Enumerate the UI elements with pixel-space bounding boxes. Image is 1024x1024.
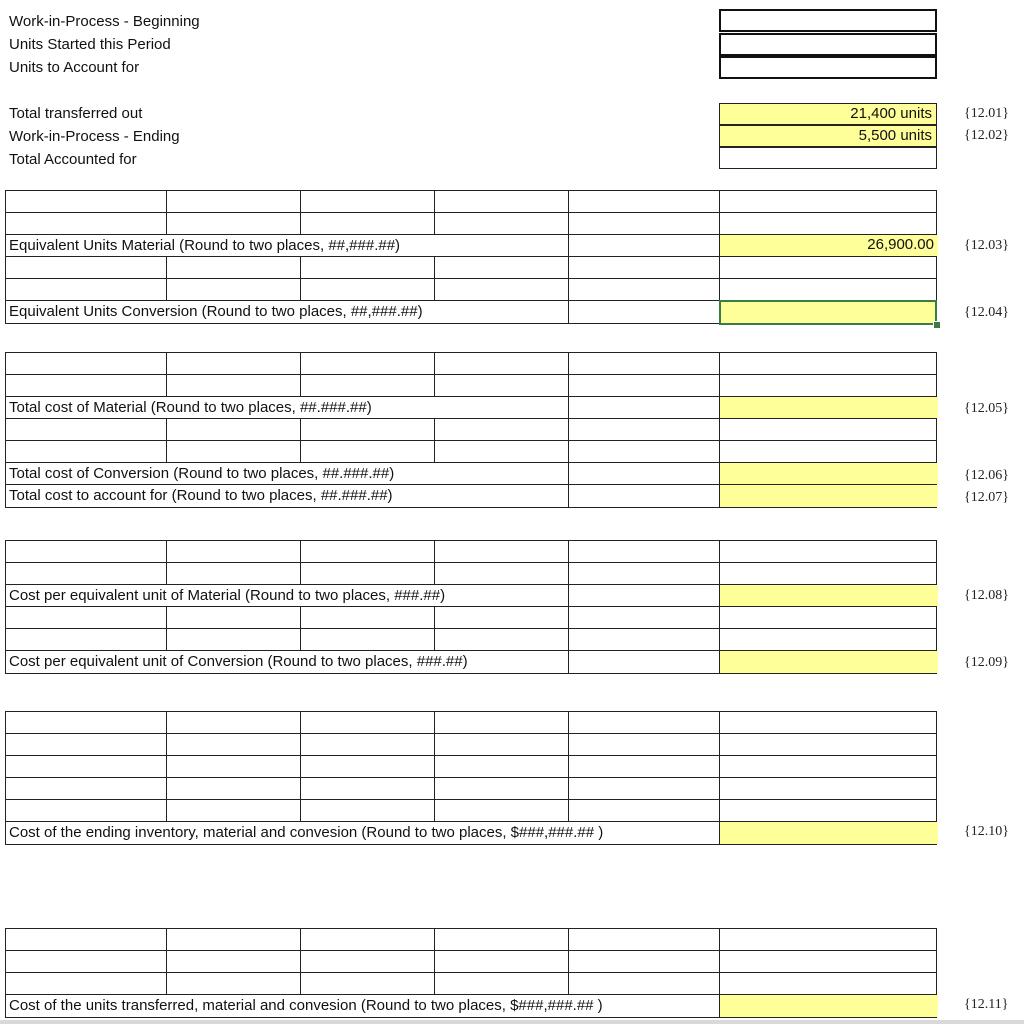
table-row bbox=[6, 563, 936, 585]
row-label-cell bbox=[6, 397, 569, 418]
grid-cell[interactable] bbox=[6, 951, 167, 972]
table-row bbox=[6, 441, 936, 463]
ref-12-08: {12.08} bbox=[964, 588, 1009, 603]
grid-cell[interactable] bbox=[435, 778, 569, 799]
grid-cell[interactable] bbox=[301, 375, 435, 396]
grid-cell[interactable] bbox=[435, 973, 569, 994]
ref-12-07: {12.07} bbox=[964, 490, 1009, 505]
equiv-material-row bbox=[6, 235, 936, 257]
table-row bbox=[6, 353, 936, 375]
grid-cell[interactable] bbox=[167, 800, 301, 821]
grid-cell[interactable] bbox=[569, 585, 720, 606]
grid-cell[interactable] bbox=[720, 778, 938, 799]
row-label-cell bbox=[6, 651, 569, 673]
grid-cell[interactable] bbox=[6, 257, 167, 278]
table-row bbox=[6, 279, 936, 301]
grid-cell[interactable] bbox=[435, 951, 569, 972]
units-transferred-input[interactable] bbox=[720, 995, 938, 1017]
grid-cell[interactable] bbox=[6, 629, 167, 650]
grid-cell[interactable] bbox=[569, 629, 720, 650]
grid-cell[interactable] bbox=[569, 279, 720, 300]
table-row bbox=[6, 541, 936, 563]
grid-cell[interactable] bbox=[167, 353, 301, 374]
grid-cell[interactable] bbox=[569, 353, 720, 374]
grid-cell[interactable] bbox=[569, 973, 720, 994]
table-row bbox=[6, 607, 936, 629]
ref-12-10: {12.10} bbox=[964, 824, 1009, 839]
total-account-row bbox=[6, 485, 936, 507]
units-transferred-label: Cost of the units transferred, material and convesion (Round to two places, $###,###.## ) bbox=[9, 997, 603, 1014]
grid-cell[interactable] bbox=[569, 463, 720, 484]
grid-cell[interactable] bbox=[569, 301, 720, 323]
grid-cell[interactable] bbox=[301, 734, 435, 755]
grid-cell[interactable] bbox=[569, 712, 720, 733]
total-material-row bbox=[6, 397, 936, 419]
grid-cell[interactable] bbox=[435, 734, 569, 755]
grid-cell[interactable] bbox=[435, 541, 569, 562]
units-started-input[interactable] bbox=[719, 33, 937, 56]
grid-cell[interactable] bbox=[167, 607, 301, 628]
total-conversion-input[interactable] bbox=[720, 463, 938, 484]
grid-cell[interactable] bbox=[569, 397, 720, 418]
table-row bbox=[6, 257, 936, 279]
table-row bbox=[6, 929, 936, 951]
row-label-cell bbox=[6, 235, 569, 256]
row-label-cell bbox=[6, 585, 569, 606]
grid-cell[interactable] bbox=[435, 629, 569, 650]
table-row bbox=[6, 951, 936, 973]
grid-cell[interactable] bbox=[435, 607, 569, 628]
cpu-material-input[interactable] bbox=[720, 585, 938, 606]
units-to-account-input[interactable] bbox=[719, 56, 937, 79]
grid-cell[interactable] bbox=[720, 191, 938, 212]
wip-ending-label: Work-in-Process - Ending bbox=[9, 128, 180, 145]
ending-inventory-grid bbox=[5, 711, 937, 845]
grid-cell[interactable] bbox=[720, 563, 938, 584]
grid-cell[interactable] bbox=[301, 563, 435, 584]
row-label-cell bbox=[6, 463, 569, 484]
grid-cell[interactable] bbox=[6, 756, 167, 777]
ending-inventory-input[interactable] bbox=[720, 822, 938, 844]
total-material-label: Total cost of Material (Round to two places, ##.###.##) bbox=[9, 399, 372, 416]
grid-cell[interactable] bbox=[6, 929, 167, 950]
grid-cell[interactable] bbox=[167, 778, 301, 799]
equiv-material-value[interactable]: 26,900.00 bbox=[720, 235, 938, 256]
wip-beginning-input[interactable] bbox=[719, 9, 937, 32]
ending-inventory-label: Cost of the ending inventory, material and convesion (Round to two places, $###,###.## ) bbox=[9, 824, 604, 841]
row-label-cell bbox=[6, 485, 569, 507]
grid-cell[interactable] bbox=[167, 213, 301, 234]
grid-cell[interactable] bbox=[569, 485, 720, 507]
grid-cell[interactable] bbox=[301, 191, 435, 212]
grid-cell[interactable] bbox=[435, 441, 569, 462]
cpu-material-row bbox=[6, 585, 936, 607]
grid-cell[interactable] bbox=[301, 541, 435, 562]
grid-cell[interactable] bbox=[301, 419, 435, 440]
grid-cell[interactable] bbox=[6, 191, 167, 212]
grid-cell[interactable] bbox=[167, 563, 301, 584]
grid-cell[interactable] bbox=[301, 929, 435, 950]
grid-cell[interactable] bbox=[435, 756, 569, 777]
grid-cell[interactable] bbox=[301, 441, 435, 462]
horizontal-scrollbar[interactable] bbox=[0, 1020, 1024, 1024]
ref-12-11: {12.11} bbox=[964, 997, 1009, 1012]
wip-ending-value[interactable]: 5,500 units bbox=[719, 125, 937, 147]
grid-cell[interactable] bbox=[435, 712, 569, 733]
row-label-cell bbox=[6, 301, 569, 323]
grid-cell[interactable] bbox=[720, 712, 938, 733]
units-to-account-label: Units to Account for bbox=[9, 59, 140, 76]
row-label-cell bbox=[6, 995, 720, 1017]
cpu-conversion-input[interactable] bbox=[720, 651, 938, 673]
total-account-input[interactable] bbox=[720, 485, 938, 507]
ref-12-05: {12.05} bbox=[964, 401, 1009, 416]
grid-cell[interactable] bbox=[569, 651, 720, 673]
grid-cell[interactable] bbox=[569, 800, 720, 821]
grid-cell[interactable] bbox=[720, 629, 938, 650]
grid-cell[interactable] bbox=[720, 734, 938, 755]
grid-cell[interactable] bbox=[720, 541, 938, 562]
grid-cell[interactable] bbox=[569, 235, 720, 256]
grid-cell[interactable] bbox=[167, 756, 301, 777]
ending-inventory-row bbox=[6, 822, 936, 844]
total-costs-grid bbox=[5, 352, 937, 508]
grid-cell[interactable] bbox=[301, 607, 435, 628]
grid-cell[interactable] bbox=[301, 213, 435, 234]
grid-cell[interactable] bbox=[720, 800, 938, 821]
grid-cell[interactable] bbox=[720, 951, 938, 972]
grid-cell[interactable] bbox=[569, 607, 720, 628]
grid-cell[interactable] bbox=[569, 756, 720, 777]
grid-cell[interactable] bbox=[435, 353, 569, 374]
ref-12-03: {12.03} bbox=[964, 238, 1009, 253]
grid-cell[interactable] bbox=[167, 712, 301, 733]
grid-cell[interactable] bbox=[435, 257, 569, 278]
ref-12-02: {12.02} bbox=[964, 128, 1009, 143]
grid-cell[interactable] bbox=[720, 257, 938, 278]
grid-cell[interactable] bbox=[6, 563, 167, 584]
grid-cell[interactable] bbox=[301, 257, 435, 278]
grid-cell[interactable] bbox=[167, 951, 301, 972]
grid-cell[interactable] bbox=[301, 778, 435, 799]
grid-cell[interactable] bbox=[167, 541, 301, 562]
cpu-conversion-label: Cost per equivalent unit of Conversion (Round to two places, ###.##) bbox=[9, 653, 468, 670]
grid-cell[interactable] bbox=[6, 441, 167, 462]
grid-cell[interactable] bbox=[6, 213, 167, 234]
grid-cell[interactable] bbox=[301, 629, 435, 650]
table-row bbox=[6, 191, 936, 213]
grid-cell[interactable] bbox=[569, 951, 720, 972]
table-row bbox=[6, 375, 936, 397]
grid-cell[interactable] bbox=[720, 279, 938, 300]
table-row bbox=[6, 756, 936, 778]
ref-12-06: {12.06} bbox=[964, 468, 1009, 483]
grid-cell[interactable] bbox=[6, 800, 167, 821]
cost-per-unit-grid bbox=[5, 540, 937, 674]
grid-cell[interactable] bbox=[6, 353, 167, 374]
grid-cell[interactable] bbox=[6, 712, 167, 733]
grid-cell[interactable] bbox=[167, 191, 301, 212]
grid-cell[interactable] bbox=[6, 419, 167, 440]
transferred-out-value[interactable]: 21,400 units bbox=[719, 103, 937, 125]
grid-cell[interactable] bbox=[301, 973, 435, 994]
grid-cell[interactable] bbox=[569, 419, 720, 440]
grid-cell[interactable] bbox=[720, 929, 938, 950]
grid-cell[interactable] bbox=[435, 929, 569, 950]
selection-fill-handle[interactable] bbox=[933, 321, 941, 329]
grid-cell[interactable] bbox=[167, 734, 301, 755]
grid-cell[interactable] bbox=[6, 541, 167, 562]
grid-cell[interactable] bbox=[569, 441, 720, 462]
equiv-conversion-input[interactable] bbox=[719, 300, 937, 325]
grid-cell[interactable] bbox=[720, 213, 938, 234]
grid-cell[interactable] bbox=[569, 929, 720, 950]
ref-12-09: {12.09} bbox=[964, 655, 1009, 670]
equiv-material-label: Equivalent Units Material (Round to two places, ##,###.##) bbox=[9, 237, 401, 254]
grid-cell[interactable] bbox=[301, 353, 435, 374]
total-transferred-out-label: Total transferred out bbox=[9, 105, 143, 122]
grid-cell[interactable] bbox=[6, 607, 167, 628]
grid-cell[interactable] bbox=[167, 441, 301, 462]
grid-cell[interactable] bbox=[301, 756, 435, 777]
table-row bbox=[6, 734, 936, 756]
grid-cell[interactable] bbox=[6, 734, 167, 755]
grid-cell[interactable] bbox=[167, 375, 301, 396]
grid-cell[interactable] bbox=[167, 929, 301, 950]
grid-cell[interactable] bbox=[569, 563, 720, 584]
grid-cell[interactable] bbox=[569, 213, 720, 234]
units-started-label: Units Started this Period bbox=[9, 36, 171, 53]
grid-cell[interactable] bbox=[569, 375, 720, 396]
grid-cell[interactable] bbox=[435, 191, 569, 212]
grid-cell[interactable] bbox=[301, 712, 435, 733]
total-accounted-label: Total Accounted for bbox=[9, 151, 137, 168]
total-material-input[interactable] bbox=[720, 397, 938, 418]
total-accounted-input[interactable] bbox=[719, 147, 937, 169]
ref-12-01: {12.01} bbox=[964, 106, 1009, 121]
row-label-cell bbox=[6, 822, 720, 844]
grid-cell[interactable] bbox=[167, 629, 301, 650]
grid-cell[interactable] bbox=[435, 279, 569, 300]
grid-cell[interactable] bbox=[6, 973, 167, 994]
grid-cell[interactable] bbox=[6, 778, 167, 799]
grid-cell[interactable] bbox=[167, 419, 301, 440]
grid-cell[interactable] bbox=[435, 213, 569, 234]
units-transferred-row bbox=[6, 995, 936, 1017]
grid-cell[interactable] bbox=[301, 800, 435, 821]
table-row bbox=[6, 629, 936, 651]
cpu-material-label: Cost per equivalent unit of Material (Round to two places, ###.##) bbox=[9, 587, 446, 604]
grid-cell[interactable] bbox=[720, 973, 938, 994]
grid-cell[interactable] bbox=[720, 756, 938, 777]
ref-12-04: {12.04} bbox=[964, 305, 1009, 320]
grid-cell[interactable] bbox=[435, 419, 569, 440]
table-row bbox=[6, 213, 936, 235]
grid-cell[interactable] bbox=[301, 279, 435, 300]
grid-cell[interactable] bbox=[435, 375, 569, 396]
grid-cell[interactable] bbox=[720, 419, 938, 440]
grid-cell[interactable] bbox=[301, 951, 435, 972]
grid-cell[interactable] bbox=[720, 607, 938, 628]
grid-cell[interactable] bbox=[569, 257, 720, 278]
total-conversion-row bbox=[6, 463, 936, 485]
grid-cell[interactable] bbox=[167, 279, 301, 300]
total-conversion-label: Total cost of Conversion (Round to two places, ##.###.##) bbox=[9, 465, 395, 482]
units-transferred-grid bbox=[5, 928, 937, 1018]
table-row bbox=[6, 778, 936, 800]
grid-cell[interactable] bbox=[167, 257, 301, 278]
table-row bbox=[6, 712, 936, 734]
grid-cell[interactable] bbox=[569, 734, 720, 755]
grid-cell[interactable] bbox=[569, 541, 720, 562]
grid-cell[interactable] bbox=[720, 441, 938, 462]
equiv-conversion-label: Equivalent Units Conversion (Round to two places, ##,###.##) bbox=[9, 303, 423, 320]
cpu-conversion-row bbox=[6, 651, 936, 673]
grid-cell[interactable] bbox=[6, 375, 167, 396]
table-row bbox=[6, 973, 936, 995]
grid-cell[interactable] bbox=[720, 375, 938, 396]
grid-cell[interactable] bbox=[720, 353, 938, 374]
grid-cell[interactable] bbox=[435, 800, 569, 821]
grid-cell[interactable] bbox=[569, 191, 720, 212]
grid-cell[interactable] bbox=[435, 563, 569, 584]
grid-cell[interactable] bbox=[6, 279, 167, 300]
total-account-label: Total cost to account for (Round to two places, ##.###.##) bbox=[9, 487, 393, 504]
grid-cell[interactable] bbox=[167, 973, 301, 994]
wip-beginning-label: Work-in-Process - Beginning bbox=[9, 13, 200, 30]
grid-cell[interactable] bbox=[569, 778, 720, 799]
table-row bbox=[6, 800, 936, 822]
table-row bbox=[6, 419, 936, 441]
